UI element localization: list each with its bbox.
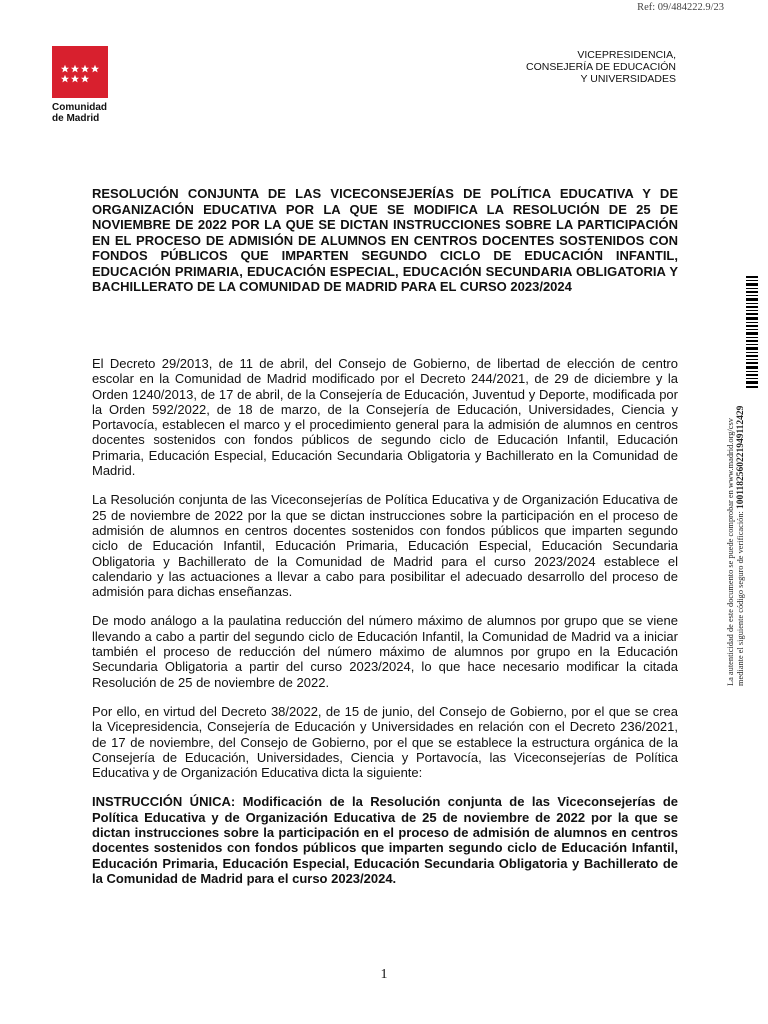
verification-line1: La autenticidad de este documento se puede comprobar en www.madrid.org/csv [726, 418, 735, 686]
instruction-unica: INSTRUCCIÓN ÚNICA: Modificación de la Resolución conjunta de las Viceconsejerías de Política Educativa y de Organización Educativa de 25 de noviembre de 2022 por la que se dictan instrucciones sobre la participación en el proceso de admisión de alumnos en centros docentes sostenidos con fondos públicos que imparten segundo ciclo de Educación Infantil, Educación Primaria, Educación Especial, Educación Secundaria Obligatoria y Bachillerato de la Comunidad de Madrid para el curso 2023/2024. [92, 794, 678, 886]
dept-line2: CONSEJERÍA DE EDUCACIÓN [526, 61, 676, 73]
dept-line3: Y UNIVERSIDADES [580, 73, 676, 85]
logo-text-line2: de Madrid [52, 113, 100, 124]
paragraph-1: El Decreto 29/2013, de 11 de abril, del Consejo de Gobierno, de libertad de elección de centro escolar en la Comunidad de Madrid modificado por el Decreto 244/2021, de 29 de diciembre y la Orden 1240/2013, de 17 de abril, de la Consejería de Educación, Juventud y Deporte, modificada por la Orden 592/2022, de 18 de marzo, de la Consejería de Educación, Universidades, Ciencia y Portavocía, establecen el marco y el procedimiento general para la admisión de alumnos en centros docentes sostenidos con fondos públicos de segundo ciclo de Educación Infantil, Educación Primaria, Educación Especial, Educación Secundaria Obligatoria y Bachillerato en la Comunidad de Madrid. [92, 356, 678, 479]
document-body [92, 356, 678, 900]
comunidad-de-madrid-logo [52, 46, 110, 128]
flag-stars-icon [52, 46, 108, 98]
document-reference: Ref: 09/484222.9/23 [637, 2, 724, 13]
dept-line1: VICEPRESIDENCIA, [577, 49, 676, 61]
page-number: 1 [380, 967, 388, 982]
logo-text-line1: Comunidad [52, 102, 107, 113]
department-header [526, 49, 676, 85]
verification-sidebar [726, 276, 762, 686]
paragraph-3: De modo análogo a la paulatina reducción del número máximo de alumnos por grupo que se viene llevando a cabo a partir del segundo ciclo de Educación Infantil, la Comunidad de Madrid va a iniciar también el proceso de reducción del número máximo de alumnos por grupo en la Educación Secundaria Obligatoria a partir del curso 2023/2024, lo que hace necesario modificar la citada Resolución de 25 de noviembre de 2022. [92, 613, 678, 690]
verification-line2: mediante el siguiente código seguro de verificación: [736, 511, 745, 686]
barcode-icon [746, 276, 758, 388]
document-title: RESOLUCIÓN CONJUNTA DE LAS VICECONSEJERÍAS DE POLÍTICA EDUCATIVA Y DE ORGANIZACIÓN EDUCATIVA POR LA QUE SE MODIFICA LA RESOLUCIÓN DE 25 DE NOVIEMBRE DE 2022 POR LA QUE SE DICTAN INSTRUCCIONES SOBRE LA PARTICIPACIÓN EN EL PROCESO DE ADMISIÓN DE ALUMNOS EN CENTROS DOCENTES SOSTENIDOS CON FONDOS PÚBLICOS QUE IMPARTEN SEGUNDO CICLO DE EDUCACIÓN INFANTIL, EDUCACIÓN PRIMARIA, EDUCACIÓN ESPECIAL, EDUCACIÓN SECUNDARIA OBLIGATORIA Y BACHILLERATO DE LA COMUNIDAD DE MADRID PARA EL CURSO 2023/2024 [92, 186, 678, 294]
paragraph-4: Por ello, en virtud del Decreto 38/2022, de 15 de junio, del Consejo de Gobierno, por el que se crea la Vicepresidencia, Consejería de Educación y Universidades en relación con el Decreto 236/2021, de 17 de noviembre, del Consejo de Gobierno, por el que se establece la estructura orgánica de la Consejería de Educación, Universidades, Ciencia y Portavocía, las Viceconsejerías de Política Educativa y de Organización Educativa dicta la siguiente: [92, 703, 678, 781]
verification-code: 1001182560221949112429 [736, 405, 746, 510]
paragraph-2: La Resolución conjunta de las Viceconsejerías de Política Educativa y de Organización Educativa de 25 de noviembre de 2022 por la que se dictan instrucciones sobre la participación en el proceso de admisión de alumnos en centros docentes sostenidos con fondos públicos que imparten segundo ciclo de Educación Infantil, Educación Primaria, Educación Especial, Educación Secundaria Obligatoria y Bachillerato de la Comunidad de Madrid para el curso 2023/2024 establece el calendario y las actuaciones a llevar a cabo para posibilitar el adecuado desarrollo del proceso de admisión para dichas enseñanzas. [92, 492, 678, 600]
verification-text [726, 390, 762, 686]
